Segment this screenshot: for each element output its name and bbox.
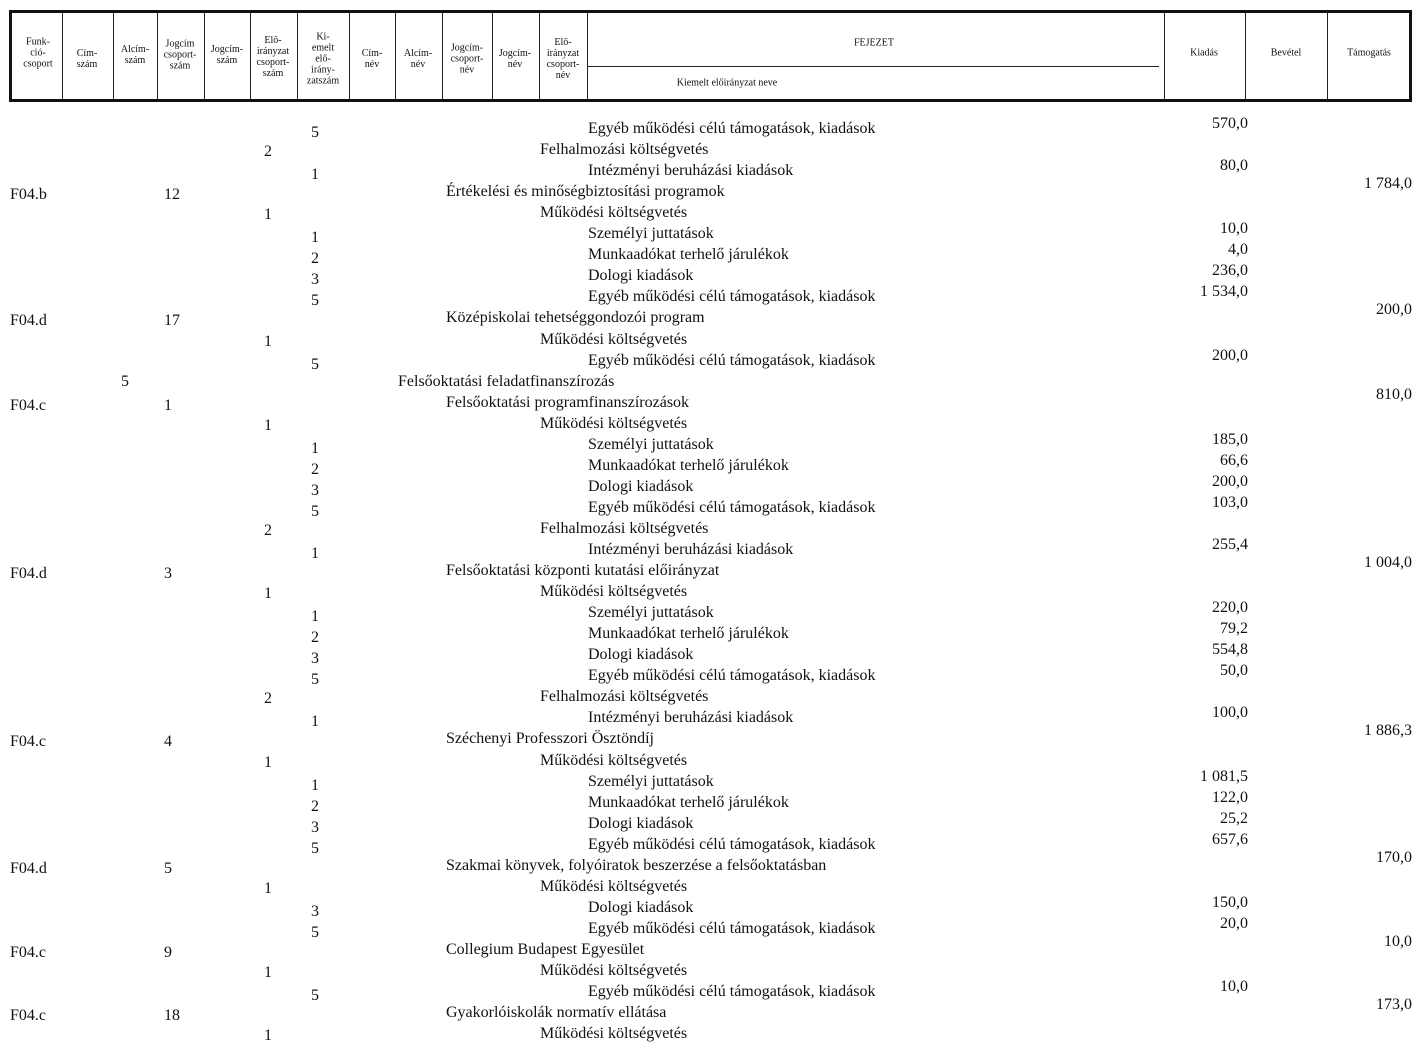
eloiranyzat-csoport-szam-cell: 1: [264, 585, 272, 602]
jogcim-csoport-szam-cell: 3: [164, 565, 172, 582]
kiadas-amount: 200,0: [1212, 347, 1248, 364]
header-divider: [250, 13, 251, 99]
kiemelt-eloiranyzat-szam-cell: 1: [311, 166, 319, 183]
header-divider: [1164, 13, 1165, 99]
eloiranyzat-csoport-szam-cell: 1: [264, 754, 272, 771]
kiadas-amount: 570,0: [1212, 115, 1248, 132]
header-kiadas: Kiadás: [1190, 47, 1218, 59]
line-item-name: Személyi juttatások: [588, 773, 714, 790]
funkcio-csoport-cell: F04.c: [10, 944, 46, 961]
header-jogcim-csoport-szam: Jogcím csoport- szám: [163, 38, 197, 72]
kiemelt-eloiranyzat-szam-cell: 5: [311, 840, 319, 857]
header-divider: [492, 13, 493, 99]
jogcim-csoport-szam-cell: 9: [164, 944, 172, 961]
kiadas-amount: 1 081,5: [1200, 768, 1248, 785]
kiadas-amount: 554,8: [1212, 641, 1248, 658]
kiadas-amount: 657,6: [1212, 831, 1248, 848]
header-eloiranyzat-csoport-szam: Elő- irányzat csoport- szám: [256, 35, 290, 79]
eloiranyzat-csoport-szam-cell: 1: [264, 206, 272, 223]
eloiranyzat-csoport-szam-cell: 1: [264, 417, 272, 434]
kiadas-amount: 4,0: [1228, 241, 1248, 258]
line-item-name: Személyi juttatások: [588, 436, 714, 453]
line-item-name: Egyéb működési célú támogatások, kiadások: [588, 667, 876, 684]
kiemelt-eloiranyzat-szam-cell: 1: [311, 229, 319, 246]
kiadas-amount: 185,0: [1212, 431, 1248, 448]
line-item-name: Egyéb működési célú támogatások, kiadások: [588, 120, 876, 137]
kiemelt-eloiranyzat-szam-cell: 1: [311, 440, 319, 457]
kiadas-amount: 1 534,0: [1200, 283, 1248, 300]
kiemelt-eloiranyzat-szam-cell: 2: [311, 250, 319, 267]
line-item-name: Működési költségvetés: [540, 331, 688, 348]
kiadas-amount: 255,4: [1212, 536, 1248, 553]
line-item-name: Felsőoktatási programfinanszírozások: [446, 394, 690, 411]
funkcio-csoport-cell: F04.d: [10, 565, 47, 582]
kiadas-amount: 50,0: [1220, 662, 1248, 679]
line-item-name: Szakmai könyvek, folyóiratok beszerzése a felsőoktatásban: [446, 857, 827, 874]
tamogatas-amount: 200,0: [1376, 301, 1412, 318]
tamogatas-amount: 1 886,3: [1364, 722, 1412, 739]
line-item-name: Egyéb működési célú támogatások, kiadások: [588, 920, 876, 937]
kiadas-amount: 220,0: [1212, 599, 1248, 616]
line-item-name: Dologi kiadások: [588, 646, 694, 663]
kiadas-amount: 79,2: [1220, 620, 1248, 637]
jogcim-csoport-szam-cell: 1: [164, 397, 172, 414]
line-item-name: Munkaadókat terhelő járulékok: [588, 625, 789, 642]
header-divider: [395, 13, 396, 99]
kiadas-amount: 66,6: [1220, 452, 1248, 469]
table-header: [9, 10, 1412, 102]
kiemelt-eloiranyzat-szam-cell: 1: [311, 777, 319, 794]
header-divider: [204, 13, 205, 99]
kiadas-amount: 10,0: [1220, 220, 1248, 237]
funkcio-csoport-cell: F04.d: [10, 312, 47, 329]
funkcio-csoport-cell: F04.c: [10, 1007, 46, 1024]
header-divider: [539, 13, 540, 99]
kiemelt-eloiranyzat-szam-cell: 5: [311, 292, 319, 309]
line-item-name: Működési költségvetés: [540, 1025, 688, 1042]
eloiranyzat-csoport-szam-cell: 1: [264, 333, 272, 350]
line-item-name: Működési költségvetés: [540, 204, 688, 221]
line-item-name: Intézményi beruházási kiadások: [588, 541, 794, 558]
eloiranyzat-csoport-szam-cell: 1: [264, 1027, 272, 1044]
kiadas-amount: 103,0: [1212, 494, 1248, 511]
line-item-name: Működési költségvetés: [540, 415, 688, 432]
kiemelt-eloiranyzat-szam-cell: 5: [311, 356, 319, 373]
tamogatas-amount: 10,0: [1384, 933, 1412, 950]
line-item-name: Egyéb működési célú támogatások, kiadások: [588, 288, 876, 305]
line-item-name: Dologi kiadások: [588, 815, 694, 832]
eloiranyzat-csoport-szam-cell: 2: [264, 143, 272, 160]
kiadas-amount: 122,0: [1212, 789, 1248, 806]
line-item-name: Munkaadókat terhelő járulékok: [588, 246, 789, 263]
eloiranyzat-csoport-szam-cell: 2: [264, 522, 272, 539]
kiadas-amount: 200,0: [1212, 473, 1248, 490]
line-item-name: Középiskolai tehetséggondozói program: [446, 309, 705, 326]
line-item-name: Felhalmozási költségvetés: [540, 688, 709, 705]
tamogatas-amount: 810,0: [1376, 386, 1412, 403]
line-item-name: Működési költségvetés: [540, 962, 688, 979]
line-item-name: Működési költségvetés: [540, 752, 688, 769]
kiadas-amount: 80,0: [1220, 157, 1248, 174]
kiemelt-eloiranyzat-szam-cell: 5: [311, 924, 319, 941]
line-item-name: Értékelési és minőségbiztosítási programok: [446, 183, 725, 200]
jogcim-csoport-szam-cell: 17: [164, 312, 180, 329]
header-jogcim-csoport-nev: Jogcím- csoport- név: [450, 42, 484, 76]
kiemelt-eloiranyzat-szam-cell: 2: [311, 629, 319, 646]
kiemelt-eloiranyzat-neve-label: Kiemelt előirányzat neve: [676, 77, 778, 89]
kiadas-amount: 100,0: [1212, 704, 1248, 721]
line-item-name: Intézményi beruházási kiadások: [588, 162, 794, 179]
line-item-name: Munkaadókat terhelő járulékok: [588, 794, 789, 811]
header-alcim-nev: Alcím- név: [403, 48, 433, 70]
tamogatas-amount: 170,0: [1376, 849, 1412, 866]
jogcim-csoport-szam-cell: 12: [164, 186, 180, 203]
header-divider: [1327, 13, 1328, 99]
kiemelt-eloiranyzat-szam-cell: 3: [311, 819, 319, 836]
line-item-name: Felhalmozási költségvetés: [540, 141, 709, 158]
header-divider: [1245, 13, 1246, 99]
line-item-name: Munkaadókat terhelő járulékok: [588, 457, 789, 474]
header-alcim-szam: Alcím- szám: [120, 44, 150, 66]
header-divider: [113, 13, 114, 99]
kiadas-amount: 150,0: [1212, 894, 1248, 911]
kiadas-amount: 25,2: [1220, 810, 1248, 827]
header-jogcim-szam: Jogcím- szám: [210, 44, 244, 66]
line-item-name: Egyéb működési célú támogatások, kiadások: [588, 836, 876, 853]
kiemelt-eloiranyzat-szam-cell: 5: [311, 987, 319, 1004]
line-item-name: Egyéb működési célú támogatások, kiadások: [588, 983, 876, 1000]
header-cim-nev: Cím- név: [361, 48, 383, 70]
header-divider: [442, 13, 443, 99]
line-item-name: Dologi kiadások: [588, 899, 694, 916]
header-cim-szam: Cím- szám: [76, 48, 98, 70]
header-fejezet: FEJEZET: [854, 37, 894, 49]
line-item-name: Collegium Budapest Egyesület: [446, 941, 645, 958]
tamogatas-amount: 1 784,0: [1364, 175, 1412, 192]
line-item-name: Felsőoktatási feladatfinanszírozás: [398, 373, 615, 390]
line-item-name: Dologi kiadások: [588, 478, 694, 495]
fejezet-divider: [587, 66, 1159, 67]
header-divider: [297, 13, 298, 99]
header-jogcim-nev: Jogcím- név: [498, 48, 532, 70]
line-item-name: Személyi juttatások: [588, 225, 714, 242]
jogcim-csoport-szam-cell: 5: [164, 860, 172, 877]
funkcio-csoport-cell: F04.b: [10, 186, 47, 203]
kiemelt-eloiranyzat-szam-cell: 1: [311, 713, 319, 730]
kiemelt-eloiranyzat-szam-cell: 5: [311, 671, 319, 688]
eloiranyzat-csoport-szam-cell: 1: [264, 880, 272, 897]
kiemelt-eloiranyzat-szam-cell: 3: [311, 903, 319, 920]
kiemelt-eloiranyzat-szam-cell: 3: [311, 271, 319, 288]
kiemelt-eloiranyzat-szam-cell: 2: [311, 461, 319, 478]
line-item-name: Intézményi beruházási kiadások: [588, 709, 794, 726]
line-item-name: Felsőoktatási központi kutatási előirányzat: [446, 562, 720, 579]
kiemelt-eloiranyzat-szam-cell: 5: [311, 503, 319, 520]
kiemelt-eloiranyzat-szam-cell: 1: [311, 608, 319, 625]
eloiranyzat-csoport-szam-cell: 1: [264, 964, 272, 981]
line-item-name: Széchenyi Professzori Ösztöndíj: [446, 730, 654, 747]
jogcim-csoport-szam-cell: 18: [164, 1007, 180, 1024]
header-eloiranyzat-csoport-nev: Elő- irányzat csoport- név: [546, 37, 580, 81]
funkcio-csoport-cell: F04.d: [10, 860, 47, 877]
line-item-name: Dologi kiadások: [588, 267, 694, 284]
kiadas-amount: 236,0: [1212, 262, 1248, 279]
header-divider: [587, 13, 588, 99]
funkcio-csoport-cell: F04.c: [10, 733, 46, 750]
header-kiemelt-eloiranyzat-szam: Ki- emelt elő- irány- zatszám: [306, 31, 340, 87]
eloiranyzat-csoport-szam-cell: 2: [264, 690, 272, 707]
tamogatas-amount: 173,0: [1376, 996, 1412, 1013]
kiemelt-eloiranyzat-szam-cell: 5: [311, 124, 319, 141]
jogcim-csoport-szam-cell: 4: [164, 733, 172, 750]
line-item-name: Egyéb működési célú támogatások, kiadások: [588, 499, 876, 516]
line-item-name: Működési költségvetés: [540, 583, 688, 600]
line-item-name: Egyéb működési célú támogatások, kiadások: [588, 352, 876, 369]
alcim-szam-cell: 5: [121, 373, 129, 390]
kiemelt-eloiranyzat-szam-cell: 2: [311, 798, 319, 815]
line-item-name: Személyi juttatások: [588, 604, 714, 621]
funkcio-csoport-cell: F04.c: [10, 397, 46, 414]
kiemelt-eloiranyzat-szam-cell: 1: [311, 545, 319, 562]
header-tamogatas: Támogatás: [1347, 47, 1391, 59]
header-divider: [349, 13, 350, 99]
header-divider: [62, 13, 63, 99]
header-divider: [157, 13, 158, 99]
line-item-name: Felhalmozási költségvetés: [540, 520, 709, 537]
header-funkcio-csoport: Funk- ció- csoport: [23, 36, 53, 70]
header-bevetel: Bevétel: [1270, 47, 1302, 59]
line-item-name: Gyakorlóiskolák normatív ellátása: [446, 1004, 667, 1021]
kiadas-amount: 10,0: [1220, 978, 1248, 995]
tamogatas-amount: 1 004,0: [1364, 554, 1412, 571]
kiemelt-eloiranyzat-szam-cell: 3: [311, 650, 319, 667]
kiadas-amount: 20,0: [1220, 915, 1248, 932]
line-item-name: Működési költségvetés: [540, 878, 688, 895]
kiemelt-eloiranyzat-szam-cell: 3: [311, 482, 319, 499]
